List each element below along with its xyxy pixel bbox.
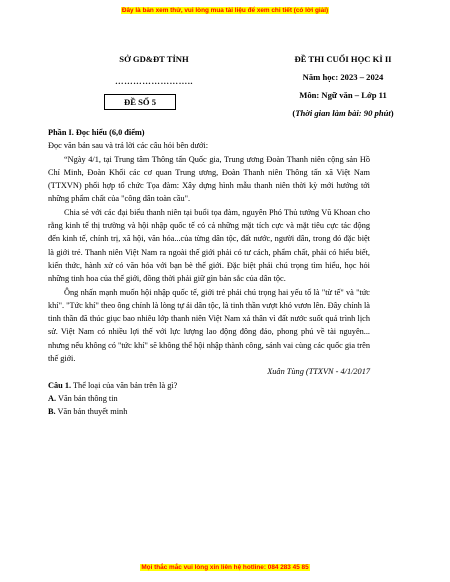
preview-notice-banner xyxy=(0,7,450,14)
school-year: Năm học: 2023 – 2024 xyxy=(302,72,384,82)
passage-source: Xuân Tùng (TTXVN - 4/1/2017 xyxy=(267,367,370,377)
question-1-label: Câu 1. xyxy=(48,380,72,390)
question-1-text: Thể loại của văn bản trên là gì? xyxy=(71,380,178,390)
option-b-text: Văn bản thuyết minh xyxy=(55,407,128,417)
passage-paragraph-1: “Ngày 4/1, tại Trung tâm Thông tấn Quốc gia, Trung ương Đoàn Thanh niên cộng sản Hồ Chí Minh, Đoàn Khối các cơ quan Trung ương, Đoàn Thanh niên Thông tấn xã Việt Nam (TTXVN) phối hợp tổ chức Tọa đàm: Xây dựng hình mẫu thanh niên thời kỳ mới hướng tới những phẩm chất của "công dân toàn cầu". xyxy=(48,154,370,204)
exam-content xyxy=(48,126,370,419)
subject: Môn: Ngữ văn – Lớp 11 xyxy=(299,90,387,100)
question-1 xyxy=(48,379,370,392)
option-a-text: Văn bản thông tin xyxy=(56,393,118,403)
department-dots: …………………….. xyxy=(114,76,194,86)
option-b-label: B. xyxy=(48,407,56,417)
option-b xyxy=(48,405,370,418)
hotline-text: Mọi thắc mắc vui lòng xin liên hệ hotline: 084 283 45 85 xyxy=(141,564,309,571)
school-header xyxy=(84,54,224,87)
hotline-banner xyxy=(0,564,450,571)
exam-code-box: ĐỀ SỐ 5 xyxy=(104,94,176,110)
preview-notice-text: Đây là bản xem thử, vui lòng mua tài liệu để xem chi tiết (có lời giải) xyxy=(121,7,329,14)
reading-instruction: Đọc văn bản sau và trả lời các câu hỏi bên dưới: xyxy=(48,141,209,151)
passage-paragraph-3: Ông nhấn mạnh muốn hội nhập quốc tế, giới trẻ phải chú trọng hai yếu tố là "từ tế" và "tức khí". "Tức khí" theo ông chính là lòng tự ái dân tộc, là tinh thần vượt khó vươn lên. Đây chính là tinh thần đã thúc giục bao nhiêu lớp thanh niên Việt Nam xả thân vì đất nước suốt quá trình lịch sử. Việt Nam có nhiều lợi thế với lực lượng lao động đông đảo, phong phú về tài nguyên... nhưng nếu không có "tức khí" sẽ không thể hội nhập thành công, sánh vai cùng các quốc gia trên thế giới. xyxy=(48,287,370,364)
option-a xyxy=(48,392,370,405)
duration-text: Thời gian làm bài: 90 phút xyxy=(295,108,391,118)
section-title: Phần I. Đọc hiểu (6,0 điểm) xyxy=(48,128,145,137)
exam-title: ĐỀ THI CUỐI HỌC KÌ II xyxy=(294,54,392,64)
exam-header xyxy=(268,54,418,126)
exam-duration xyxy=(268,108,418,119)
option-a-label: A. xyxy=(48,393,57,403)
duration-close-paren: ) xyxy=(390,108,394,118)
passage-paragraph-2: Chia sẻ với các đại biểu thanh niên tại buổi tọa đàm, nguyên Phó Thủ tướng Vũ Khoan cho rằng kinh tế thị trường và hội nhập quốc tế có cả những mặt tích cực và mặt tiêu cực tác động đến kinh tế, chính trị, xã hội, văn hóa...của từng dân tộc, đất nước, người dân, trong đó đặc biệt là giới trẻ. Thanh niên Việt Nam ra ngoài thế giới phải có tư cách, phẩm chất, phải có hiểu biết, kiến thức, hành xử có văn hóa với bạn bè thế giới. Đặc biệt phải chú trọng tìm hiểu, học hỏi những tinh hoa của thế giới, đồng thời phải giữ gìn bản sắc của dân tộc. xyxy=(48,207,370,284)
duration-open-paren: ( xyxy=(292,108,296,118)
department-name: SỞ GD&ĐT TỈNH xyxy=(119,54,189,64)
